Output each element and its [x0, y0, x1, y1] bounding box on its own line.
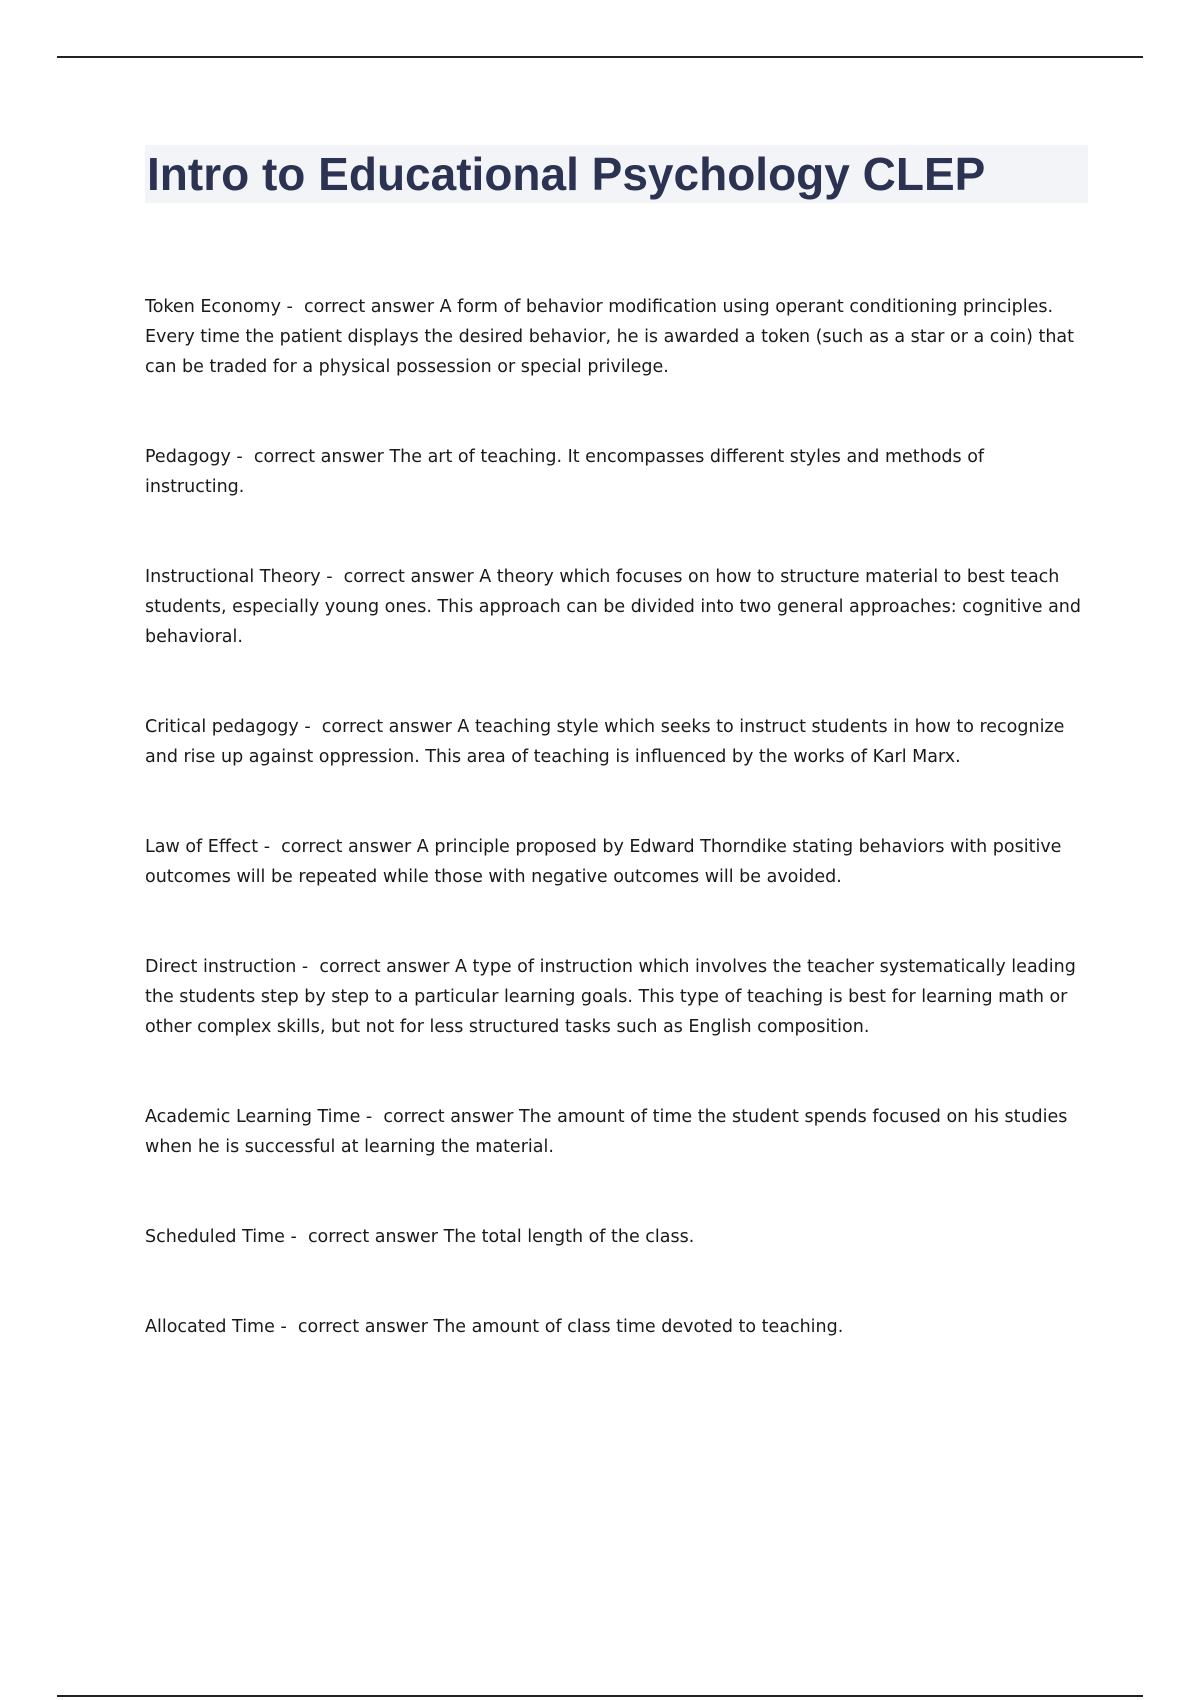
answer-marker: correct answer: [383, 1107, 514, 1127]
entry-term: Direct instruction: [145, 957, 297, 977]
flashcard-entry: Law of Effect - correct answer A principle proposed by Edward Thorndike stating behaviors with positive outcomes will be repeated while those with negative outcomes will be avoided.: [145, 837, 1062, 887]
entry-term: Allocated Time: [145, 1317, 275, 1337]
entry-term: Academic Learning Time: [145, 1107, 361, 1127]
entry-definition: A form of behavior modification using operant conditioning principles. Every time the patient displays the desired behavior, he is awarded a token (such as a star or a coin) that can be traded for a physical possession or special privilege.: [145, 297, 1075, 377]
entry-definition: The art of teaching. It encompasses different styles and methods of instructing.: [145, 447, 985, 497]
page-title: Intro to Educational Psychology CLEP: [147, 148, 986, 200]
entry-definition: The amount of class time devoted to teaching.: [433, 1317, 844, 1337]
entry-term: Instructional Theory: [145, 567, 321, 587]
flashcard-entry: Direct instruction - correct answer A type of instruction which involves the teacher systematically leading the students step by step to a particular learning goals. This type of teaching is best for learning math or other complex skills, but not for less structured tasks such as English composition.: [145, 957, 1076, 1037]
entry-definition: A theory which focuses on how to structure material to best teach students, especially young ones. This approach can be divided into two general approaches: cognitive and behavioral.: [145, 567, 1081, 647]
entry-term: Critical pedagogy: [145, 717, 299, 737]
entry-definition: The amount of time the student spends focused on his studies when he is successful at learning the material.: [145, 1107, 1068, 1157]
flashcard-entry: Instructional Theory - correct answer A theory which focuses on how to structure material to best teach students, especially young ones. This approach can be divided into two general approaches: cognitive and behavioral.: [145, 567, 1081, 647]
entry-definition: The total length of the class.: [443, 1227, 695, 1247]
flashcard-entry: Token Economy - correct answer A form of behavior modification using operant conditioning principles. Every time the patient displays the desired behavior, he is awarded a token (such as a star or a coin) that can be traded for a physical possession or special privilege.: [145, 297, 1075, 377]
answer-marker: correct answer: [321, 717, 452, 737]
flashcard-entry: Scheduled Time - correct answer The total length of the class.: [145, 1227, 695, 1247]
footer-rule: [57, 1695, 1143, 1697]
entry-definition: A type of instruction which involves the teacher systematically leading the students step by step to a particular learning goals. This type of teaching is best for learning math or other complex skills, but not for less structured tasks such as English composition.: [145, 957, 1076, 1037]
flashcard-list: [145, 292, 1085, 1402]
flashcard-entry: Pedagogy - correct answer The art of teaching. It encompasses different styles and methods of instructing.: [145, 447, 985, 497]
answer-marker: correct answer: [303, 297, 435, 317]
answer-marker: correct answer: [343, 567, 474, 587]
title-banner: [145, 145, 1088, 203]
entry-term: Token Economy: [145, 297, 281, 317]
entry-definition: A principle proposed by Edward Thorndike stating behaviors with positive outcomes will be repeated while those with negative outcomes will be avoided.: [145, 837, 1062, 887]
entry-definition: A teaching style which seeks to instruct students in how to recognize and rise up against oppression. This area of teaching is influenced by the works of Karl Marx.: [145, 717, 1065, 767]
answer-marker: correct answer: [297, 1317, 428, 1337]
header-rule: [57, 56, 1143, 58]
flashcard-entry: Academic Learning Time - correct answer The amount of time the student spends focused on his studies when he is successful at learning the material.: [145, 1107, 1068, 1157]
flashcard-entry: Critical pedagogy - correct answer A teaching style which seeks to instruct students in how to recognize and rise up against oppression. This area of teaching is influenced by the works of Karl Marx.: [145, 717, 1065, 767]
answer-marker: correct answer: [319, 957, 450, 977]
answer-marker: correct answer: [307, 1227, 438, 1247]
entry-term: Pedagogy: [145, 447, 231, 467]
entry-term: Law of Effect: [145, 837, 259, 857]
answer-marker: correct answer: [253, 447, 384, 467]
answer-marker: correct answer: [281, 837, 412, 857]
flashcard-entry: Allocated Time - correct answer The amount of class time devoted to teaching.: [145, 1317, 844, 1337]
entry-term: Scheduled Time: [145, 1227, 285, 1247]
